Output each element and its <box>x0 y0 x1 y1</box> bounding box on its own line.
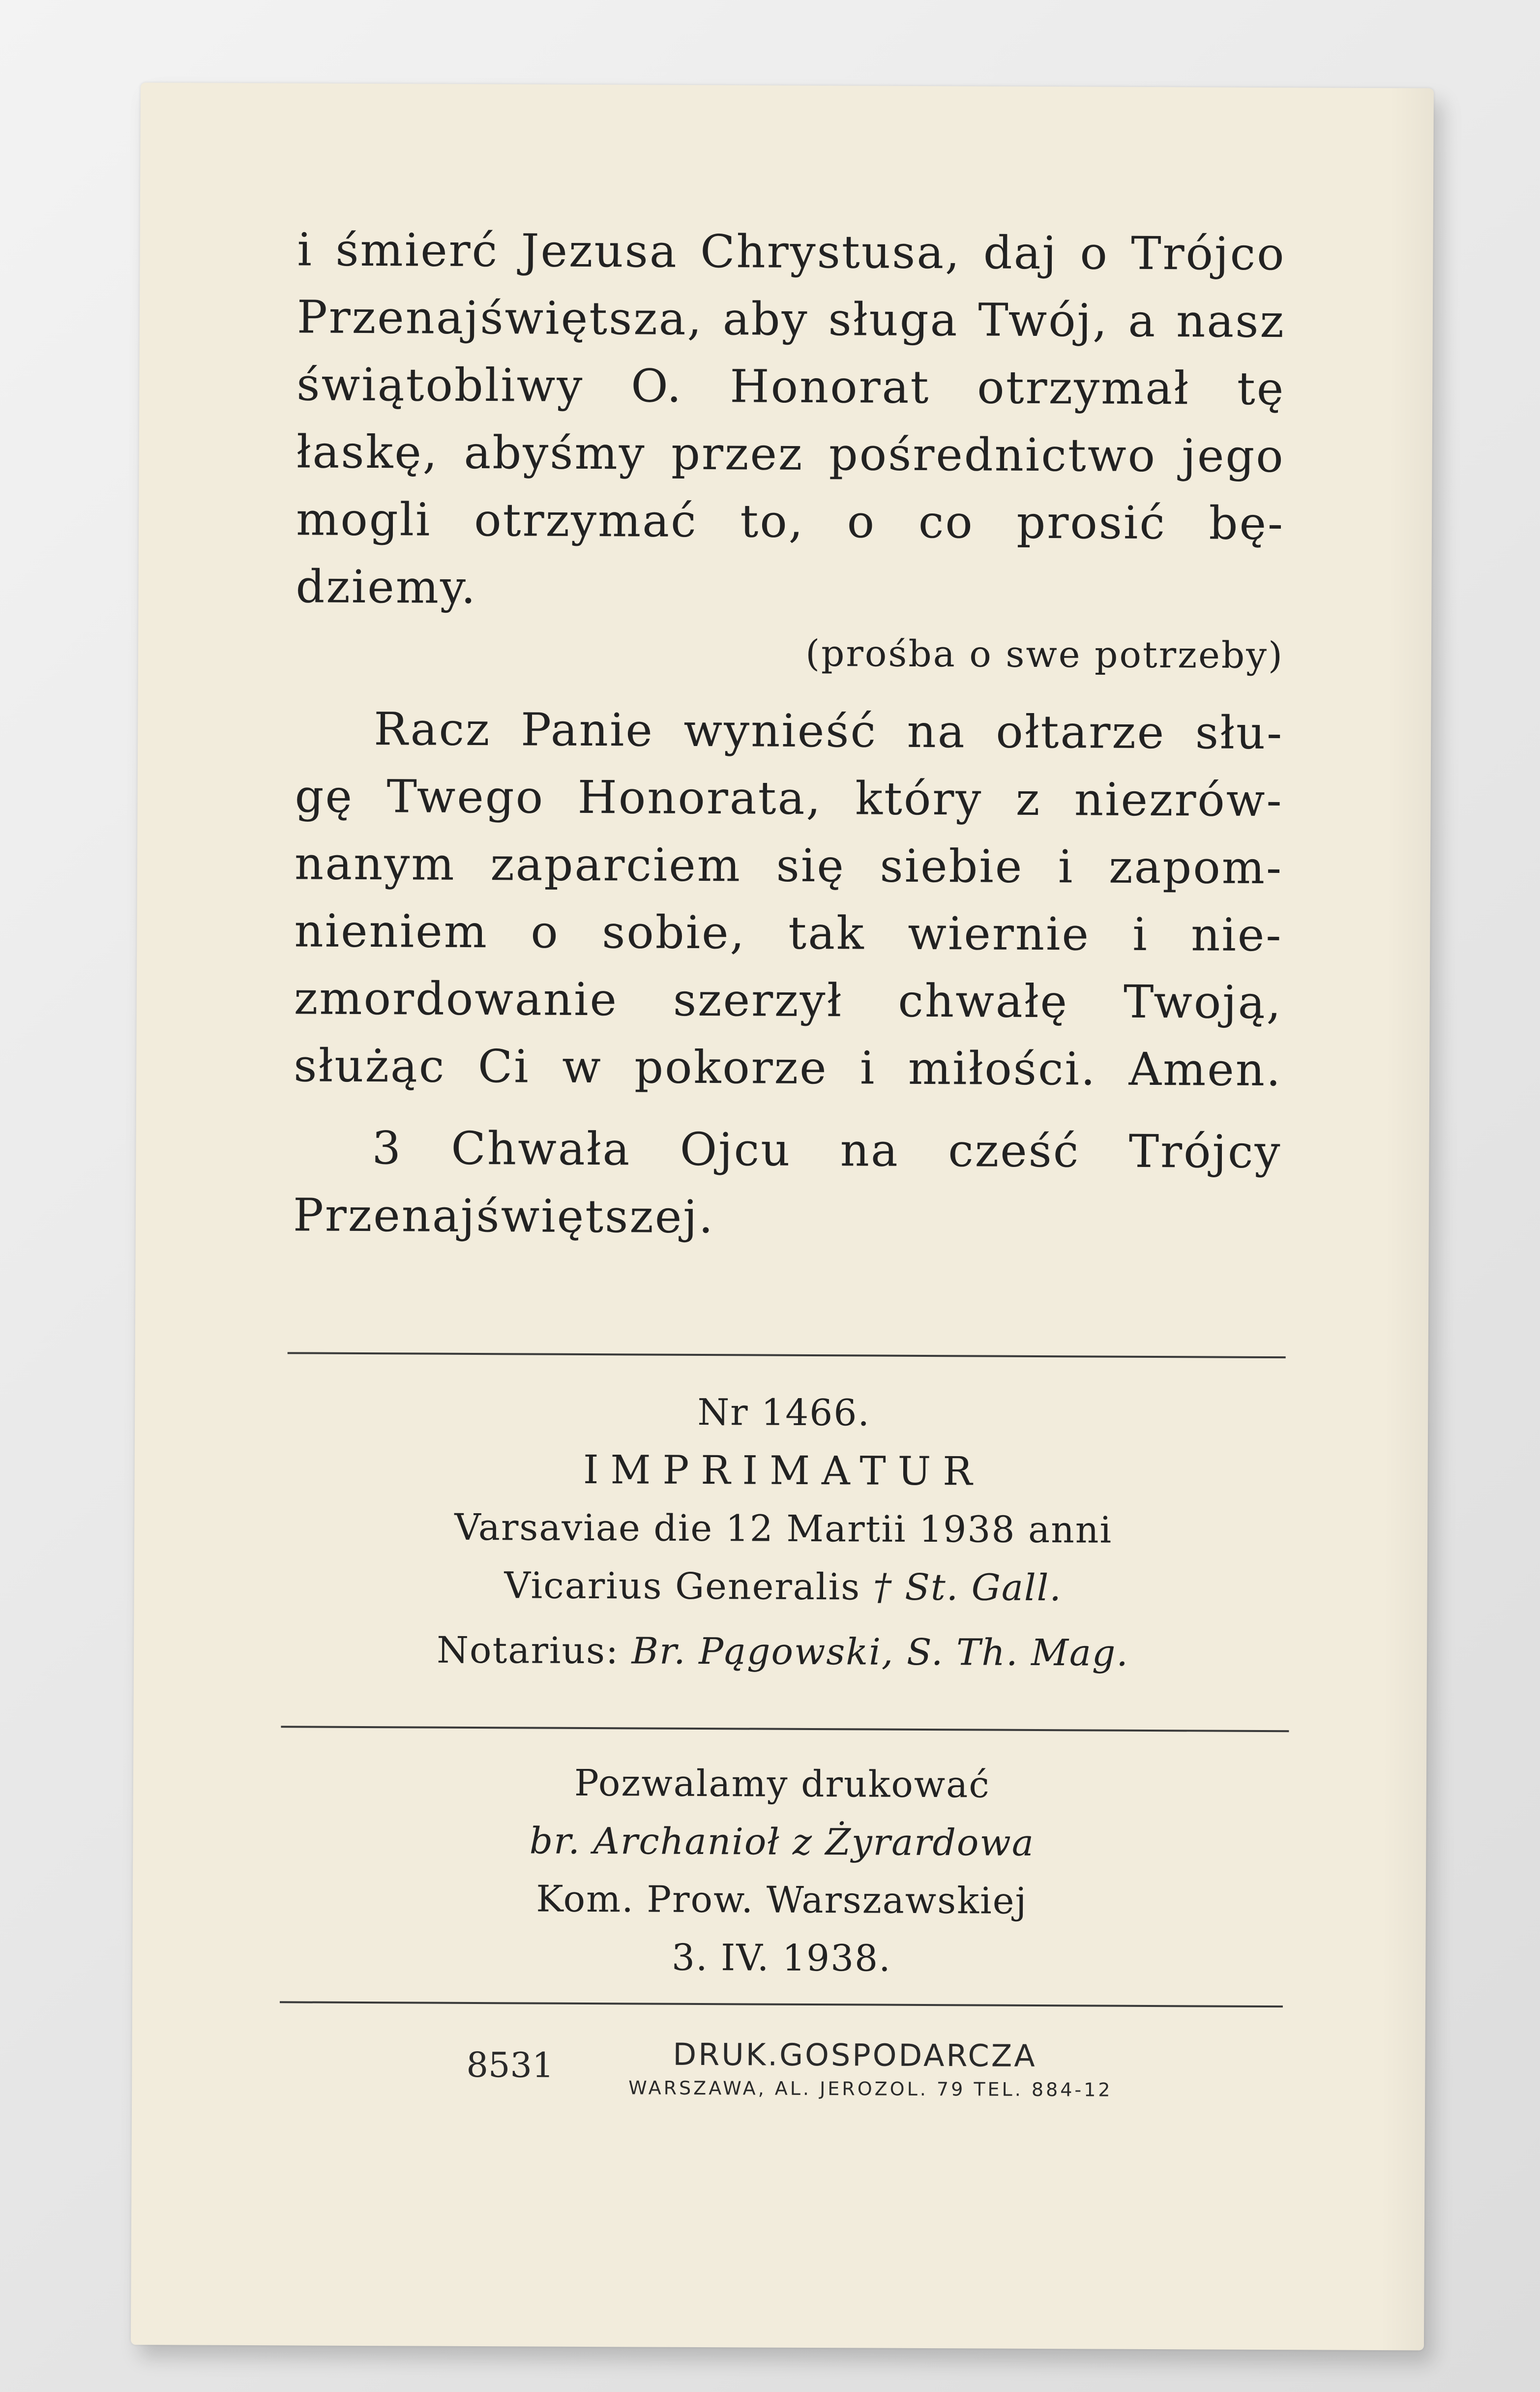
prayer-line: Racz Panie wynieść na ołtarze słu- <box>374 703 1284 760</box>
imprimatur-block <box>281 1381 1286 1683</box>
permission-date: 3. IV. 1938. <box>671 1936 891 1980</box>
imprimatur-number: Nr 1466. <box>697 1391 871 1435</box>
prayer-line: gę Twego Honorata, który z niezrów- <box>295 770 1283 827</box>
prayer-card <box>131 83 1434 2350</box>
printer-name: DRUK.GOSPODARCZA <box>673 2036 1037 2074</box>
notary-label: Notarius: <box>437 1629 620 1673</box>
notary-name: Br. Pągowski, S. Th. Mag. <box>631 1630 1129 1674</box>
notary-line <box>281 1620 1284 1683</box>
prayer-line: mogli otrzymać to, o co prosić bę- <box>296 493 1285 550</box>
print-permission-block <box>280 1753 1284 1989</box>
printer-address: WARSZAWA, AL. JEROZOL. 79 TEL. 884-12 <box>628 2077 1113 2101</box>
prayer-line: łaskę, abyśmy przez pośrednictwo jego <box>296 425 1285 483</box>
prayer-line: i śmierć Jezusa Chrystusa, daj o Trójco <box>297 223 1286 281</box>
prayer-line: 3 Chwała Ojcu na cześć Trójcy <box>372 1122 1282 1179</box>
prayer-line: dziemy. <box>296 560 477 614</box>
permission-office: Kom. Prow. Warszawskiej <box>536 1878 1028 1922</box>
prayer-line: świątobliwy O. Honorat otrzymał tę <box>296 358 1285 416</box>
vicar-name: † St. Gall. <box>873 1566 1063 1610</box>
prayer-line: nanym zaparciem się siebie i zapom- <box>294 837 1283 895</box>
vicar-label: Vicarius Generalis <box>504 1564 861 1609</box>
divider-rule <box>288 1352 1286 1358</box>
vicar-line <box>281 1555 1284 1618</box>
prayer-line: zmordowanie szerzył chwałę Twoją, <box>294 972 1283 1029</box>
imprimatur-title: IMPRIMATUR <box>583 1446 984 1495</box>
prayer-line: nieniem o sobie, tak wiernie i nie- <box>294 904 1283 962</box>
prayer-line: Przenajświętsza, aby sługa Twój, a nasz <box>296 291 1286 348</box>
permission-signatory: br. Archanioł z Żyrardowa <box>529 1820 1035 1864</box>
divider-rule <box>280 2001 1283 2007</box>
print-number: 8531 <box>466 2044 554 2086</box>
prayer-line: służąc Ci w pokorze i miłości. Amen. <box>294 1039 1282 1097</box>
divider-rule <box>281 1726 1289 1732</box>
prayer-text <box>293 216 1286 1253</box>
imprimatur-place-date: Varsaviae die 12 Martii 1938 anni <box>454 1506 1113 1552</box>
request-note: (prośba o swe potrzeby) <box>805 632 1284 677</box>
prayer-line: Przenajświętszej. <box>293 1189 715 1244</box>
permission-line: Pozwalamy drukować <box>574 1762 990 1806</box>
